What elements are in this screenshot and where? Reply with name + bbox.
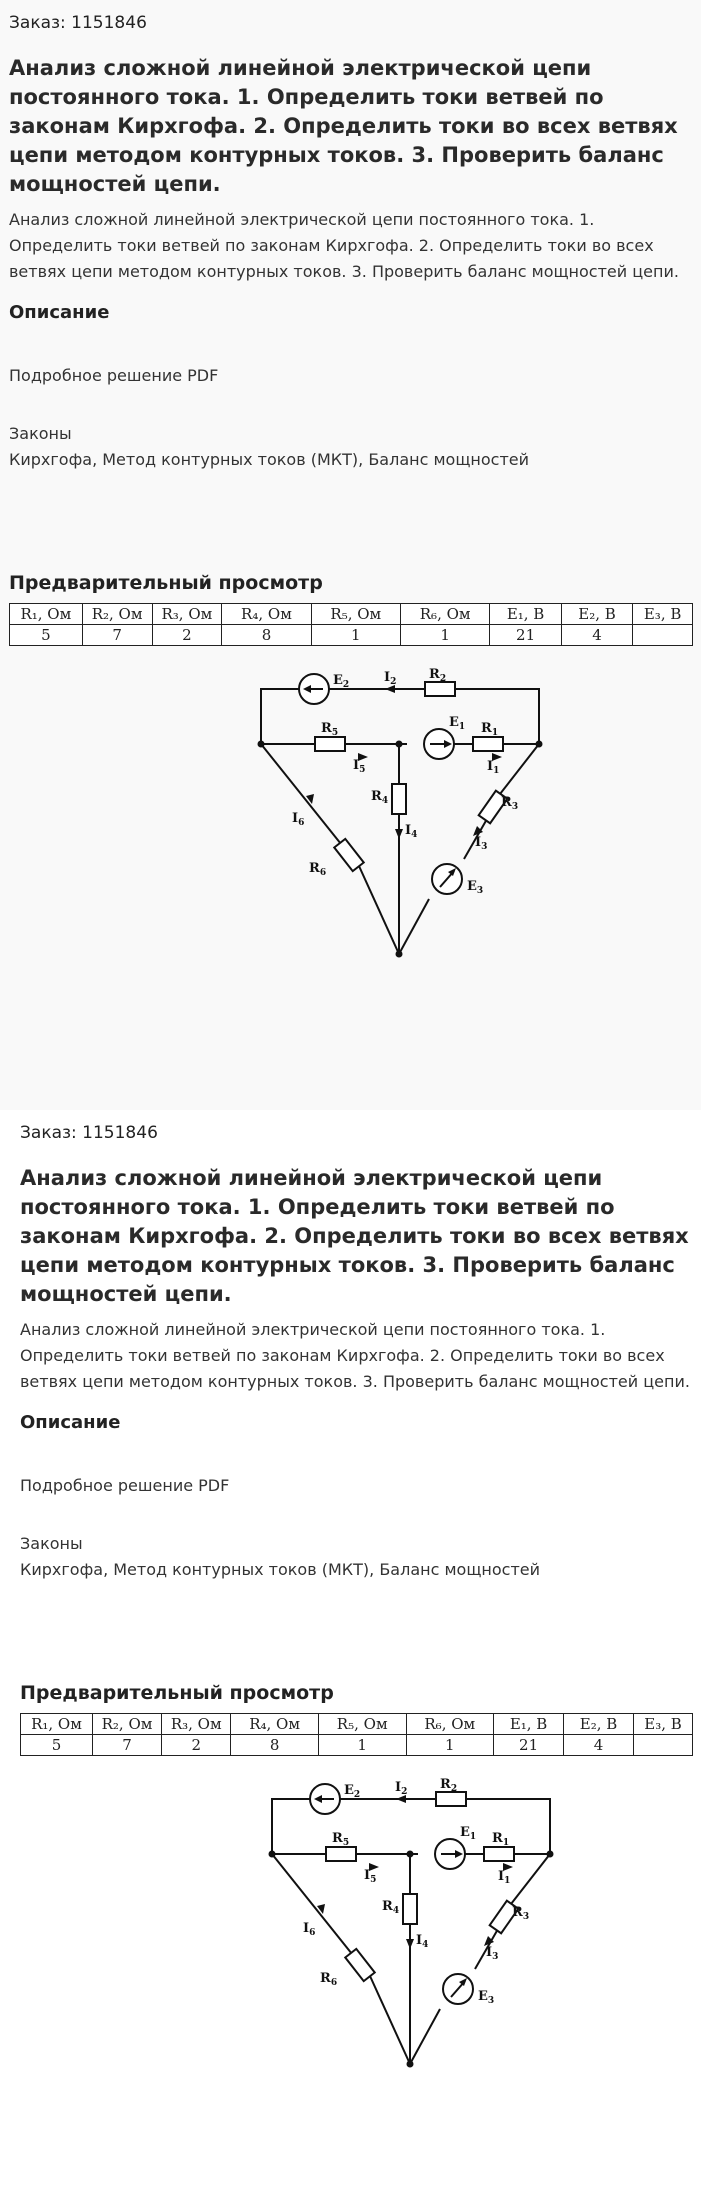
arrowheads — [303, 685, 502, 876]
table-cell: 7 — [92, 1735, 161, 1756]
table-header-cell: E₂, В — [564, 1714, 634, 1735]
label-e1: $E_1$ — [449, 715, 466, 732]
preview-heading: Предварительный просмотр — [20, 1682, 334, 1704]
table-header-cell: R₁, Ом — [21, 1714, 93, 1735]
circuit-diagram — [9, 654, 569, 984]
table-cell — [634, 1735, 693, 1756]
label-e3: $E_3$ — [478, 1989, 495, 2006]
table-row — [10, 625, 693, 646]
laws-text: Кирхгофа, Метод контурных токов (МКТ), Баланс мощностей — [20, 1560, 541, 1579]
label-i6: $I_6$ — [303, 1921, 316, 1938]
table-cell: 4 — [561, 625, 632, 646]
label-e3: $E_3$ — [467, 879, 484, 896]
table-cell — [633, 625, 693, 646]
table-header-cell: R₆, Ом — [401, 604, 490, 625]
resistor-r4 — [392, 784, 406, 814]
table-cell: 1 — [401, 625, 490, 646]
table-header-cell: E₃, В — [633, 604, 693, 625]
label-r1: $R_1$ — [481, 721, 499, 738]
label-i4: $I_4$ — [405, 823, 418, 840]
label-r5: $R_5$ — [332, 1831, 350, 1848]
label-i3: $I_3$ — [486, 1945, 499, 1962]
circuit-diagram-host — [20, 1764, 693, 2094]
resistor-r2 — [436, 1792, 466, 1806]
label-r6: $R_6$ — [309, 861, 327, 878]
label-r2: $R_2$ — [440, 1777, 458, 1794]
table-cell: 21 — [490, 625, 561, 646]
label-r1: $R_1$ — [492, 1831, 510, 1848]
label-i2: $I_2$ — [395, 1780, 408, 1797]
table-header-cell: R₂, Ом — [82, 604, 152, 625]
laws-label: Законы — [20, 1534, 83, 1553]
label-i1: $I_1$ — [487, 759, 500, 776]
resistor-r6 — [334, 839, 364, 871]
label-r3: $R_3$ — [501, 795, 519, 812]
table-header-cell: R₃, Ом — [162, 1714, 231, 1735]
resistor-r2 — [425, 682, 455, 696]
table-header-cell: R₆, Ом — [406, 1714, 494, 1735]
label-r2: $R_2$ — [429, 667, 447, 684]
table-cell: 2 — [152, 625, 222, 646]
table-header-cell: R₄, Ом — [222, 604, 311, 625]
resistor-r5 — [315, 737, 345, 751]
table-cell: 8 — [222, 625, 311, 646]
table-cell: 1 — [311, 625, 400, 646]
preview-image — [9, 595, 693, 984]
resistor-r5 — [326, 1847, 356, 1861]
preview-heading: Предварительный просмотр — [9, 572, 323, 594]
table-cell: 2 — [162, 1735, 231, 1756]
order-number: Заказ: 1151846 — [20, 1123, 158, 1143]
description-heading: Описание — [9, 302, 110, 323]
label-r3: $R_3$ — [512, 1905, 530, 1922]
circuit-components — [299, 674, 507, 894]
resistor-r4 — [403, 1894, 417, 1924]
table-header-row — [10, 604, 693, 625]
label-r6: $R_6$ — [320, 1971, 338, 1988]
parameters-table — [9, 603, 693, 646]
table-header-cell: E₃, В — [634, 1714, 693, 1735]
product-title: Анализ сложной линейной электрической цепи постоянного тока. 1. Определить токи ветвей по законам Кирхгофа. 2. Определить токи во всех ветвях цепи методом контурных токов. 3. Проверить баланс мощностей цепи. — [9, 56, 678, 196]
label-e2: $E_2$ — [344, 1783, 361, 1800]
table-header-cell: R₂, Ом — [92, 1714, 161, 1735]
table-header-cell: E₂, В — [561, 604, 632, 625]
table-cell: 5 — [10, 625, 83, 646]
circuit-diagram — [20, 1764, 580, 2094]
laws-label: Законы — [9, 424, 72, 443]
label-e1: $E_1$ — [460, 1825, 477, 1842]
description-text: Подробное решение PDF — [20, 1476, 230, 1495]
label-e2: $E_2$ — [333, 673, 350, 690]
description-heading: Описание — [20, 1412, 121, 1433]
table-cell: 21 — [494, 1735, 564, 1756]
product-title: Анализ сложной линейной электрической цепи постоянного тока. 1. Определить токи ветвей по законам Кирхгофа. 2. Определить токи во всех ветвях цепи методом контурных токов. 3. Проверить баланс мощностей цепи. — [20, 1166, 689, 1306]
table-header-cell: R₁, Ом — [10, 604, 83, 625]
label-i6: $I_6$ — [292, 811, 305, 828]
arrowheads — [314, 1795, 513, 1986]
table-header-cell: R₄, Ом — [231, 1714, 319, 1735]
label-i5: $I_5$ — [364, 1868, 377, 1885]
circuit-components — [310, 1784, 518, 2004]
circuit-diagram-host — [9, 654, 693, 984]
preview-image — [20, 1705, 693, 2094]
label-r4: $R_4$ — [371, 789, 389, 806]
resistor-r1 — [484, 1847, 514, 1861]
table-cell: 1 — [406, 1735, 494, 1756]
resistor-r6 — [345, 1949, 375, 1981]
table-header-cell: R₃, Ом — [152, 604, 222, 625]
product-lead: Анализ сложной линейной электрической цепи постоянного тока. 1. Определить токи ветвей по законам Кирхгофа. 2. Определить токи во всех ветвях цепи методом контурных токов. 3. Проверить баланс мощностей цепи. — [20, 1320, 690, 1391]
product-lead: Анализ сложной линейной электрической цепи постоянного тока. 1. Определить токи ветвей по законам Кирхгофа. 2. Определить токи во всех ветвях цепи методом контурных токов. 3. Проверить баланс мощностей цепи. — [9, 210, 679, 281]
table-cell: 5 — [21, 1735, 93, 1756]
label-i2: $I_2$ — [384, 670, 397, 687]
table-header-cell: R₅, Ом — [318, 1714, 406, 1735]
table-cell: 7 — [82, 625, 152, 646]
table-row — [21, 1735, 693, 1756]
circuit-arrows — [305, 689, 454, 887]
table-header-row — [21, 1714, 693, 1735]
label-i3: $I_3$ — [475, 835, 488, 852]
description-text: Подробное решение PDF — [9, 366, 219, 385]
table-cell: 4 — [564, 1735, 634, 1756]
label-r5: $R_5$ — [321, 721, 339, 738]
table-header-cell: E₁, В — [490, 604, 561, 625]
label-i1: $I_1$ — [498, 1869, 511, 1886]
label-i4: $I_4$ — [416, 1933, 429, 1950]
table-header-cell: E₁, В — [494, 1714, 564, 1735]
product-card-2 — [0, 1110, 701, 2192]
label-r4: $R_4$ — [382, 1899, 400, 1916]
circuit-arrows — [316, 1799, 465, 1997]
table-cell: 1 — [318, 1735, 406, 1756]
laws-text: Кирхгофа, Метод контурных токов (МКТ), Баланс мощностей — [9, 450, 530, 469]
order-number: Заказ: 1151846 — [9, 13, 147, 33]
table-cell: 8 — [231, 1735, 319, 1756]
label-i5: $I_5$ — [353, 758, 366, 775]
table-header-cell: R₅, Ом — [311, 604, 400, 625]
parameters-table — [20, 1713, 693, 1756]
resistor-r1 — [473, 737, 503, 751]
